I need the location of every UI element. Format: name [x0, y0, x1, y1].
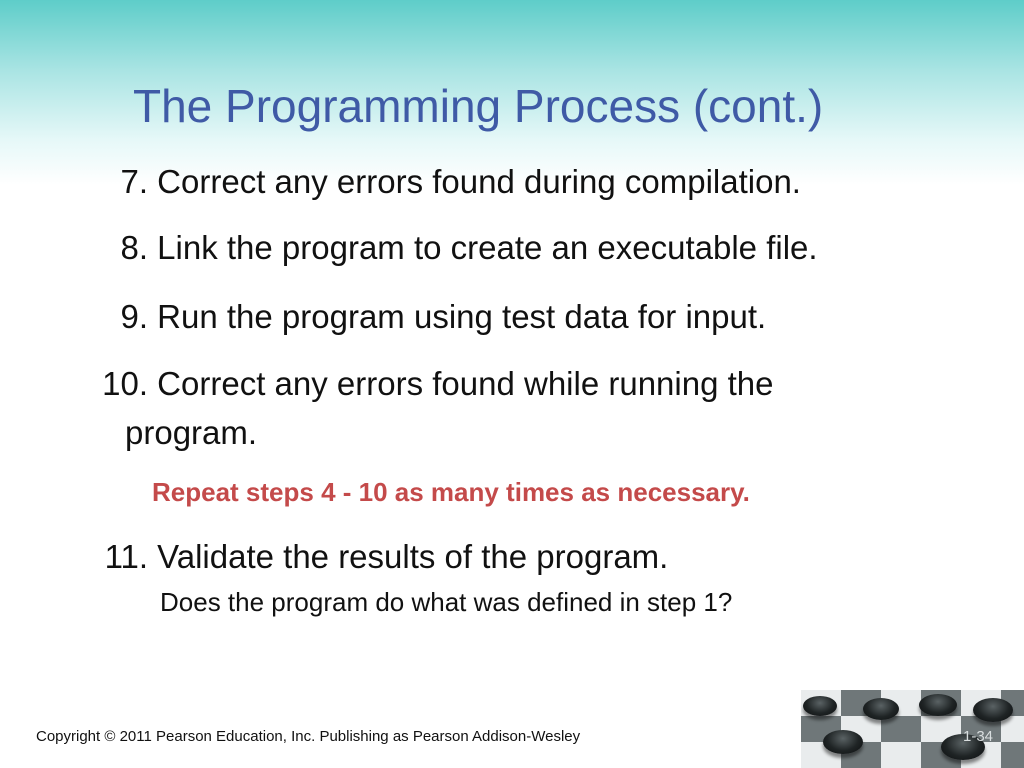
checker-piece [863, 698, 899, 720]
checker-piece [919, 694, 957, 716]
step-number: 10. [102, 365, 148, 402]
step-number: 7. [120, 163, 148, 200]
step-10-continuation: program. [125, 414, 258, 451]
step-text: Correct any errors found during compilation. [157, 163, 801, 200]
step-8 [98, 229, 818, 268]
step-text: Run the program using test data for input. [157, 298, 767, 335]
repeat-note: Repeat steps 4 - 10 as many times as necessary. [152, 477, 750, 507]
step-text: Correct any errors found while running the [157, 365, 774, 402]
step-text: Link the program to create an executable file. [157, 229, 818, 266]
board-square [881, 742, 921, 768]
step-number: 9. [120, 298, 148, 335]
checker-piece [823, 730, 863, 754]
step-10 [88, 365, 774, 404]
step-number: 11. [104, 538, 148, 575]
copyright-footer: Copyright © 2011 Pearson Education, Inc. Publishing as Pearson Addison-Wesley [36, 728, 581, 745]
step-text: Validate the results of the program. [157, 538, 669, 575]
slide-number: 1-34 [963, 728, 994, 745]
step-9 [98, 298, 766, 337]
slide-title: The Programming Process (cont.) [133, 80, 824, 132]
checker-piece [803, 696, 837, 716]
step-number: 8. [120, 229, 148, 266]
board-square [1001, 716, 1024, 742]
checker-piece [973, 698, 1013, 722]
board-square [1001, 742, 1024, 768]
step-7 [98, 163, 801, 202]
step-11-question: Does the program do what was defined in step 1? [160, 587, 733, 617]
step-11 [88, 538, 668, 577]
board-square [881, 716, 921, 742]
